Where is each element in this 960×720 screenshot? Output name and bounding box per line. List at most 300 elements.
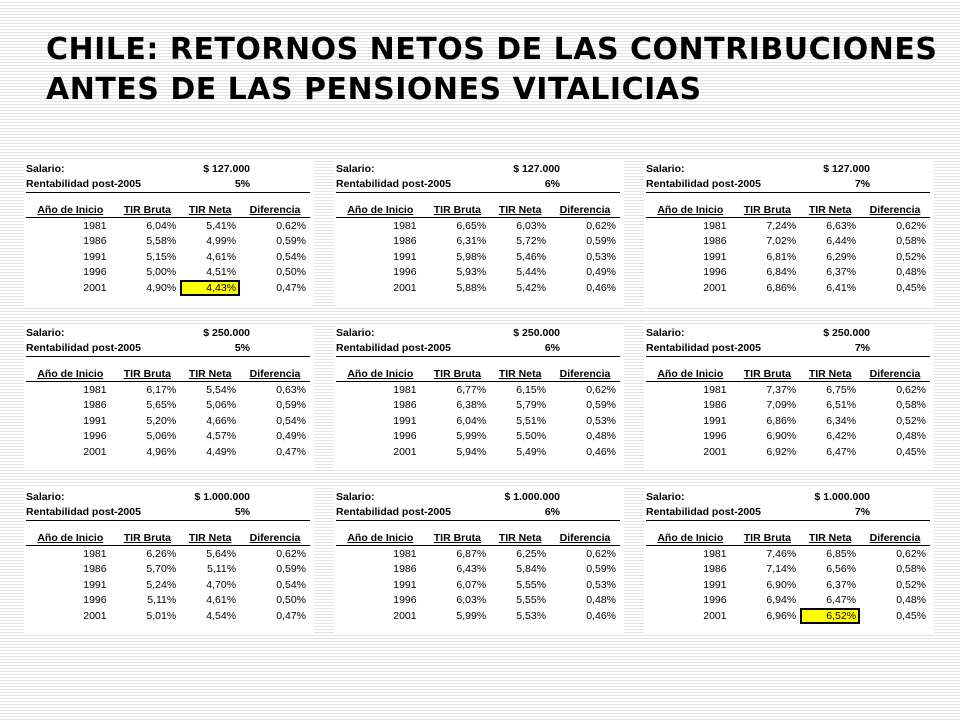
table-cell: 4,90% (146, 281, 177, 294)
table-cell: 1996 (393, 266, 417, 279)
table-cell: 6,25% (516, 547, 547, 560)
salary-value: $ 127.000 (823, 163, 870, 175)
table-cell: 0,62% (896, 219, 926, 232)
column-header: TIR Neta (490, 366, 550, 382)
table-cell: 1981 (83, 219, 107, 232)
table-cell: 6,84% (766, 266, 797, 279)
table-row (336, 280, 620, 296)
column-header: Diferencia (240, 530, 310, 546)
table-cell: 6,47% (826, 594, 857, 607)
rentabilidad-row (336, 341, 620, 357)
header-row (336, 366, 620, 382)
salary-value: $ 1.000.000 (814, 491, 870, 503)
table-cell: 1986 (703, 235, 727, 248)
table-cell: 5,79% (516, 399, 547, 412)
column-header: TIR Bruta (425, 366, 491, 382)
salary-value: $ 127.000 (203, 163, 250, 175)
column-header: TIR Neta (800, 366, 860, 382)
column-header: Diferencia (550, 202, 620, 218)
salary-label: Salario: (336, 163, 375, 175)
table-cell: 6,03% (456, 594, 487, 607)
table-row (336, 444, 620, 460)
table-row (26, 234, 310, 250)
rentabilidad-label: Rentabilidad post-2005 (646, 342, 761, 354)
column-header: TIR Neta (180, 202, 240, 218)
rentabilidad-row (646, 341, 930, 357)
table-cell: 0,47% (276, 609, 306, 622)
returns-table (336, 202, 620, 296)
salary-value: $ 250.000 (203, 327, 250, 339)
table-cell: 0,52% (896, 250, 926, 263)
table-row (646, 382, 930, 398)
header-row (646, 530, 930, 546)
table-cell: 1991 (703, 250, 727, 263)
table-row (646, 218, 930, 234)
column-header: Año de Inicio (336, 202, 425, 218)
table-cell: 6,51% (826, 399, 857, 412)
rentabilidad-label: Rentabilidad post-2005 (26, 178, 141, 190)
table-cell: 6,29% (826, 250, 857, 263)
table-row (646, 593, 930, 609)
table-cell: 2001 (393, 609, 417, 622)
returns-table (336, 366, 620, 460)
table-cell: 1991 (83, 250, 107, 263)
salary-value: $ 127.000 (513, 163, 560, 175)
table-cell: 0,46% (586, 609, 616, 622)
table-cell: 6,41% (826, 281, 857, 294)
table-row (646, 608, 930, 624)
results-table-2 (334, 160, 624, 306)
table-cell: 0,45% (896, 445, 926, 458)
table-row (26, 382, 310, 398)
table-cell: 1996 (393, 430, 417, 443)
table-row (646, 280, 930, 296)
table-cell: 4,66% (206, 414, 237, 427)
table-row (646, 234, 930, 250)
table-cell: 0,48% (586, 430, 616, 443)
table-row (26, 593, 310, 609)
salary-label: Salario: (336, 491, 375, 503)
table-cell: 1991 (83, 414, 107, 427)
table-cell: 5,41% (206, 219, 237, 232)
table-row (336, 382, 620, 398)
salary-row (26, 490, 310, 505)
table-cell: 1991 (393, 414, 417, 427)
column-header: TIR Bruta (115, 202, 181, 218)
column-header: Diferencia (860, 202, 930, 218)
salary-label: Salario: (26, 491, 65, 503)
table-cell: 5,94% (456, 445, 487, 458)
table-cell: 5,53% (516, 609, 547, 622)
table-cell: 5,58% (146, 235, 177, 248)
salary-value: $ 1.000.000 (504, 491, 560, 503)
table-cell: 5,98% (456, 250, 487, 263)
rentabilidad-value: 6% (544, 506, 560, 518)
table-cell: 6,31% (456, 235, 487, 248)
table-cell: 4,49% (206, 445, 237, 458)
table-row (646, 444, 930, 460)
table-cell: 6,42% (826, 430, 857, 443)
table-cell: 1981 (393, 547, 417, 560)
rentabilidad-row (336, 505, 620, 521)
column-header: TIR Bruta (425, 202, 491, 218)
rentabilidad-row (26, 341, 310, 357)
highlighted-cell: 6,52% (800, 608, 860, 624)
table-cell: 1991 (393, 578, 417, 591)
column-header: TIR Bruta (115, 366, 181, 382)
column-header: TIR Neta (800, 202, 860, 218)
results-table-9 (644, 488, 934, 634)
table-cell: 0,49% (276, 430, 306, 443)
table-cell: 6,86% (766, 281, 797, 294)
table-cell: 1986 (393, 399, 417, 412)
rentabilidad-label: Rentabilidad post-2005 (646, 506, 761, 518)
table-cell: 5,51% (516, 414, 547, 427)
salary-label: Salario: (26, 327, 65, 339)
table-cell: 6,96% (766, 609, 797, 622)
column-header: Año de Inicio (26, 366, 115, 382)
column-header: TIR Neta (800, 530, 860, 546)
returns-table (646, 530, 930, 624)
table-row (26, 413, 310, 429)
table-cell: 5,93% (456, 266, 487, 279)
table-cell: 6,43% (456, 563, 487, 576)
table-cell: 6,04% (146, 219, 177, 232)
table-cell: 6,75% (826, 383, 857, 396)
table-cell: 0,47% (276, 281, 306, 294)
table-cell: 7,46% (766, 547, 797, 560)
table-cell: 0,48% (586, 594, 616, 607)
salary-label: Salario: (646, 491, 685, 503)
table-cell: 5,11% (147, 594, 177, 607)
column-header: TIR Bruta (735, 530, 801, 546)
table-cell: 0,50% (276, 266, 306, 279)
table-cell: 0,53% (586, 578, 616, 591)
table-cell: 6,77% (456, 383, 487, 396)
table-cell: 0,53% (586, 414, 616, 427)
table-cell: 5,70% (146, 563, 177, 576)
table-cell: 0,47% (276, 445, 306, 458)
table-cell: 0,53% (586, 250, 616, 263)
column-header: Diferencia (550, 530, 620, 546)
table-cell: 7,09% (766, 399, 797, 412)
table-cell: 7,37% (766, 383, 797, 396)
table-row (26, 280, 310, 296)
table-cell: 5,64% (206, 547, 237, 560)
table-cell: 1991 (703, 414, 727, 427)
table-cell: 0,59% (276, 235, 306, 248)
column-header: Diferencia (240, 366, 310, 382)
table-row (336, 593, 620, 609)
table-cell: 6,90% (766, 430, 797, 443)
table-cell: 4,70% (206, 578, 237, 591)
table-cell: 5,20% (146, 414, 177, 427)
table-cell: 1981 (393, 219, 417, 232)
table-row (26, 444, 310, 460)
results-table-7 (24, 488, 314, 634)
table-cell: 1996 (703, 430, 727, 443)
rentabilidad-label: Rentabilidad post-2005 (26, 506, 141, 518)
rentabilidad-row (26, 505, 310, 521)
table-cell: 1991 (393, 250, 417, 263)
table-row (336, 398, 620, 414)
salary-value: $ 1.000.000 (194, 491, 250, 503)
table-cell: 5,88% (456, 281, 487, 294)
table-row (336, 265, 620, 281)
table-cell: 4,54% (206, 609, 237, 622)
table-cell: 5,99% (456, 609, 487, 622)
column-header: Año de Inicio (336, 530, 425, 546)
title-line-2: ANTES DE LAS PENSIONES VITALICIAS (46, 72, 702, 107)
table-row (336, 546, 620, 562)
column-header: TIR Bruta (425, 530, 491, 546)
table-cell: 0,50% (276, 594, 306, 607)
table-cell: 0,48% (896, 266, 926, 279)
table-cell: 1986 (83, 563, 107, 576)
column-header: TIR Bruta (735, 366, 801, 382)
table-cell: 0,62% (586, 383, 616, 396)
table-cell: 2001 (703, 281, 727, 294)
table-cell: 5,46% (516, 250, 547, 263)
table-cell: 0,46% (586, 445, 616, 458)
column-header: Diferencia (860, 366, 930, 382)
table-cell: 6,85% (826, 547, 857, 560)
salary-row (336, 162, 620, 177)
table-cell: 1986 (703, 399, 727, 412)
table-row (646, 413, 930, 429)
table-row (336, 234, 620, 250)
table-row (26, 265, 310, 281)
table-cell: 1981 (703, 219, 727, 232)
table-row (26, 562, 310, 578)
slide-title (46, 30, 946, 110)
table-cell: 0,59% (586, 563, 616, 576)
table-cell: 1991 (703, 578, 727, 591)
table-cell: 0,58% (896, 399, 926, 412)
table-cell: 2001 (83, 445, 107, 458)
table-row (646, 546, 930, 562)
salary-row (26, 162, 310, 177)
table-row (646, 249, 930, 265)
table-cell: 0,59% (276, 399, 306, 412)
table-cell: 0,59% (586, 399, 616, 412)
rentabilidad-row (336, 177, 620, 193)
column-header: Año de Inicio (646, 366, 735, 382)
table-cell: 2001 (83, 609, 107, 622)
table-row (26, 608, 310, 624)
table-row (26, 398, 310, 414)
results-table-5 (334, 324, 624, 470)
column-header: Año de Inicio (646, 202, 735, 218)
table-cell: 1996 (83, 430, 107, 443)
rentabilidad-row (646, 505, 930, 521)
rentabilidad-row (646, 177, 930, 193)
table-cell: 2001 (83, 281, 107, 294)
table-cell: 2001 (393, 445, 417, 458)
column-header: Diferencia (550, 366, 620, 382)
header-row (336, 530, 620, 546)
column-header: TIR Bruta (735, 202, 801, 218)
table-cell: 1996 (83, 266, 107, 279)
salary-row (646, 162, 930, 177)
table-cell: 0,58% (896, 563, 926, 576)
results-table-4 (24, 324, 314, 470)
table-cell: 6,86% (766, 414, 797, 427)
salary-label: Salario: (646, 327, 685, 339)
salary-label: Salario: (646, 163, 685, 175)
table-row (336, 413, 620, 429)
table-cell: 1981 (393, 383, 417, 396)
table-cell: 5,00% (146, 266, 177, 279)
table-cell: 5,01% (146, 609, 177, 622)
table-row (336, 218, 620, 234)
header-row (26, 366, 310, 382)
table-cell: 6,47% (826, 445, 857, 458)
returns-table (336, 530, 620, 624)
table-cell: 0,62% (896, 547, 926, 560)
column-header: Año de Inicio (26, 530, 115, 546)
table-cell: 0,45% (896, 609, 926, 622)
table-row (336, 429, 620, 445)
table-cell: 0,52% (896, 578, 926, 591)
table-cell: 6,07% (456, 578, 487, 591)
table-cell: 5,72% (516, 235, 547, 248)
table-cell: 5,84% (516, 563, 547, 576)
header-row (26, 530, 310, 546)
table-cell: 0,45% (896, 281, 926, 294)
results-table-8 (334, 488, 624, 634)
table-cell: 6,81% (766, 250, 797, 263)
table-row (336, 249, 620, 265)
column-header: TIR Neta (490, 202, 550, 218)
table-cell: 0,59% (586, 235, 616, 248)
table-cell: 0,62% (276, 219, 306, 232)
table-cell: 4,96% (146, 445, 177, 458)
table-cell: 5,15% (146, 250, 177, 263)
table-cell: 0,49% (586, 266, 616, 279)
table-row (26, 429, 310, 445)
table-cell: 0,58% (896, 235, 926, 248)
rentabilidad-label: Rentabilidad post-2005 (336, 178, 451, 190)
table-cell: 0,62% (896, 383, 926, 396)
rentabilidad-value: 7% (854, 342, 870, 354)
table-cell: 1991 (83, 578, 107, 591)
header-row (646, 366, 930, 382)
table-cell: 1981 (83, 383, 107, 396)
salary-label: Salario: (26, 163, 65, 175)
rentabilidad-value: 6% (544, 178, 560, 190)
column-header: TIR Neta (490, 530, 550, 546)
table-row (646, 562, 930, 578)
results-table-1 (24, 160, 314, 306)
table-row (336, 577, 620, 593)
table-cell: 6,37% (826, 578, 857, 591)
returns-table (26, 366, 310, 460)
table-cell: 6,92% (766, 445, 797, 458)
table-cell: 1986 (393, 563, 417, 576)
table-row (336, 562, 620, 578)
table-cell: 7,24% (766, 219, 797, 232)
table-cell: 6,38% (456, 399, 487, 412)
table-cell: 6,63% (826, 219, 857, 232)
results-table-6 (644, 324, 934, 470)
table-cell: 1996 (393, 594, 417, 607)
returns-table (26, 530, 310, 624)
table-cell: 4,61% (206, 594, 237, 607)
title-line-1: CHILE: RETORNOS NETOS DE LAS CONTRIBUCIONES (46, 32, 938, 67)
table-cell: 5,55% (516, 594, 547, 607)
table-cell: 1996 (83, 594, 107, 607)
header-row (26, 202, 310, 218)
table-cell: 0,54% (276, 414, 306, 427)
table-row (26, 577, 310, 593)
returns-table (26, 202, 310, 296)
table-cell: 5,24% (146, 578, 177, 591)
header-row (646, 202, 930, 218)
table-cell: 7,02% (766, 235, 797, 248)
table-cell: 5,55% (516, 578, 547, 591)
table-cell: 5,11% (207, 563, 237, 576)
rentabilidad-value: 6% (544, 342, 560, 354)
table-cell: 6,04% (456, 414, 487, 427)
table-row (646, 429, 930, 445)
column-header: Año de Inicio (26, 202, 115, 218)
rentabilidad-label: Rentabilidad post-2005 (336, 342, 451, 354)
table-cell: 6,44% (826, 235, 857, 248)
column-header: Año de Inicio (646, 530, 735, 546)
column-header: TIR Neta (180, 366, 240, 382)
table-cell: 1981 (83, 547, 107, 560)
salary-value: $ 250.000 (513, 327, 560, 339)
table-row (26, 218, 310, 234)
salary-row (26, 326, 310, 341)
table-cell: 0,52% (896, 414, 926, 427)
table-cell: 1986 (393, 235, 417, 248)
table-cell: 4,61% (206, 250, 237, 263)
rentabilidad-value: 7% (854, 506, 870, 518)
table-cell: 1986 (83, 399, 107, 412)
returns-table (646, 202, 930, 296)
table-cell: 5,42% (516, 281, 547, 294)
table-cell: 0,59% (276, 563, 306, 576)
table-cell: 0,63% (276, 383, 306, 396)
table-cell: 0,54% (276, 250, 306, 263)
table-cell: 0,54% (276, 578, 306, 591)
table-cell: 5,65% (146, 399, 177, 412)
table-cell: 4,99% (206, 235, 237, 248)
table-row (646, 398, 930, 414)
table-cell: 4,51% (206, 266, 237, 279)
table-cell: 6,94% (766, 594, 797, 607)
table-cell: 0,62% (276, 547, 306, 560)
table-row (646, 265, 930, 281)
table-row (26, 249, 310, 265)
table-cell: 4,57% (206, 430, 237, 443)
rentabilidad-value: 5% (234, 506, 250, 518)
returns-table (646, 366, 930, 460)
table-cell: 5,06% (206, 399, 237, 412)
table-cell: 1981 (703, 547, 727, 560)
table-cell: 0,48% (896, 594, 926, 607)
table-cell: 0,62% (586, 219, 616, 232)
salary-row (336, 326, 620, 341)
table-cell: 6,03% (516, 219, 547, 232)
table-cell: 6,65% (456, 219, 487, 232)
rentabilidad-label: Rentabilidad post-2005 (26, 342, 141, 354)
table-cell: 7,14% (766, 563, 797, 576)
table-row (336, 608, 620, 624)
table-row (26, 546, 310, 562)
